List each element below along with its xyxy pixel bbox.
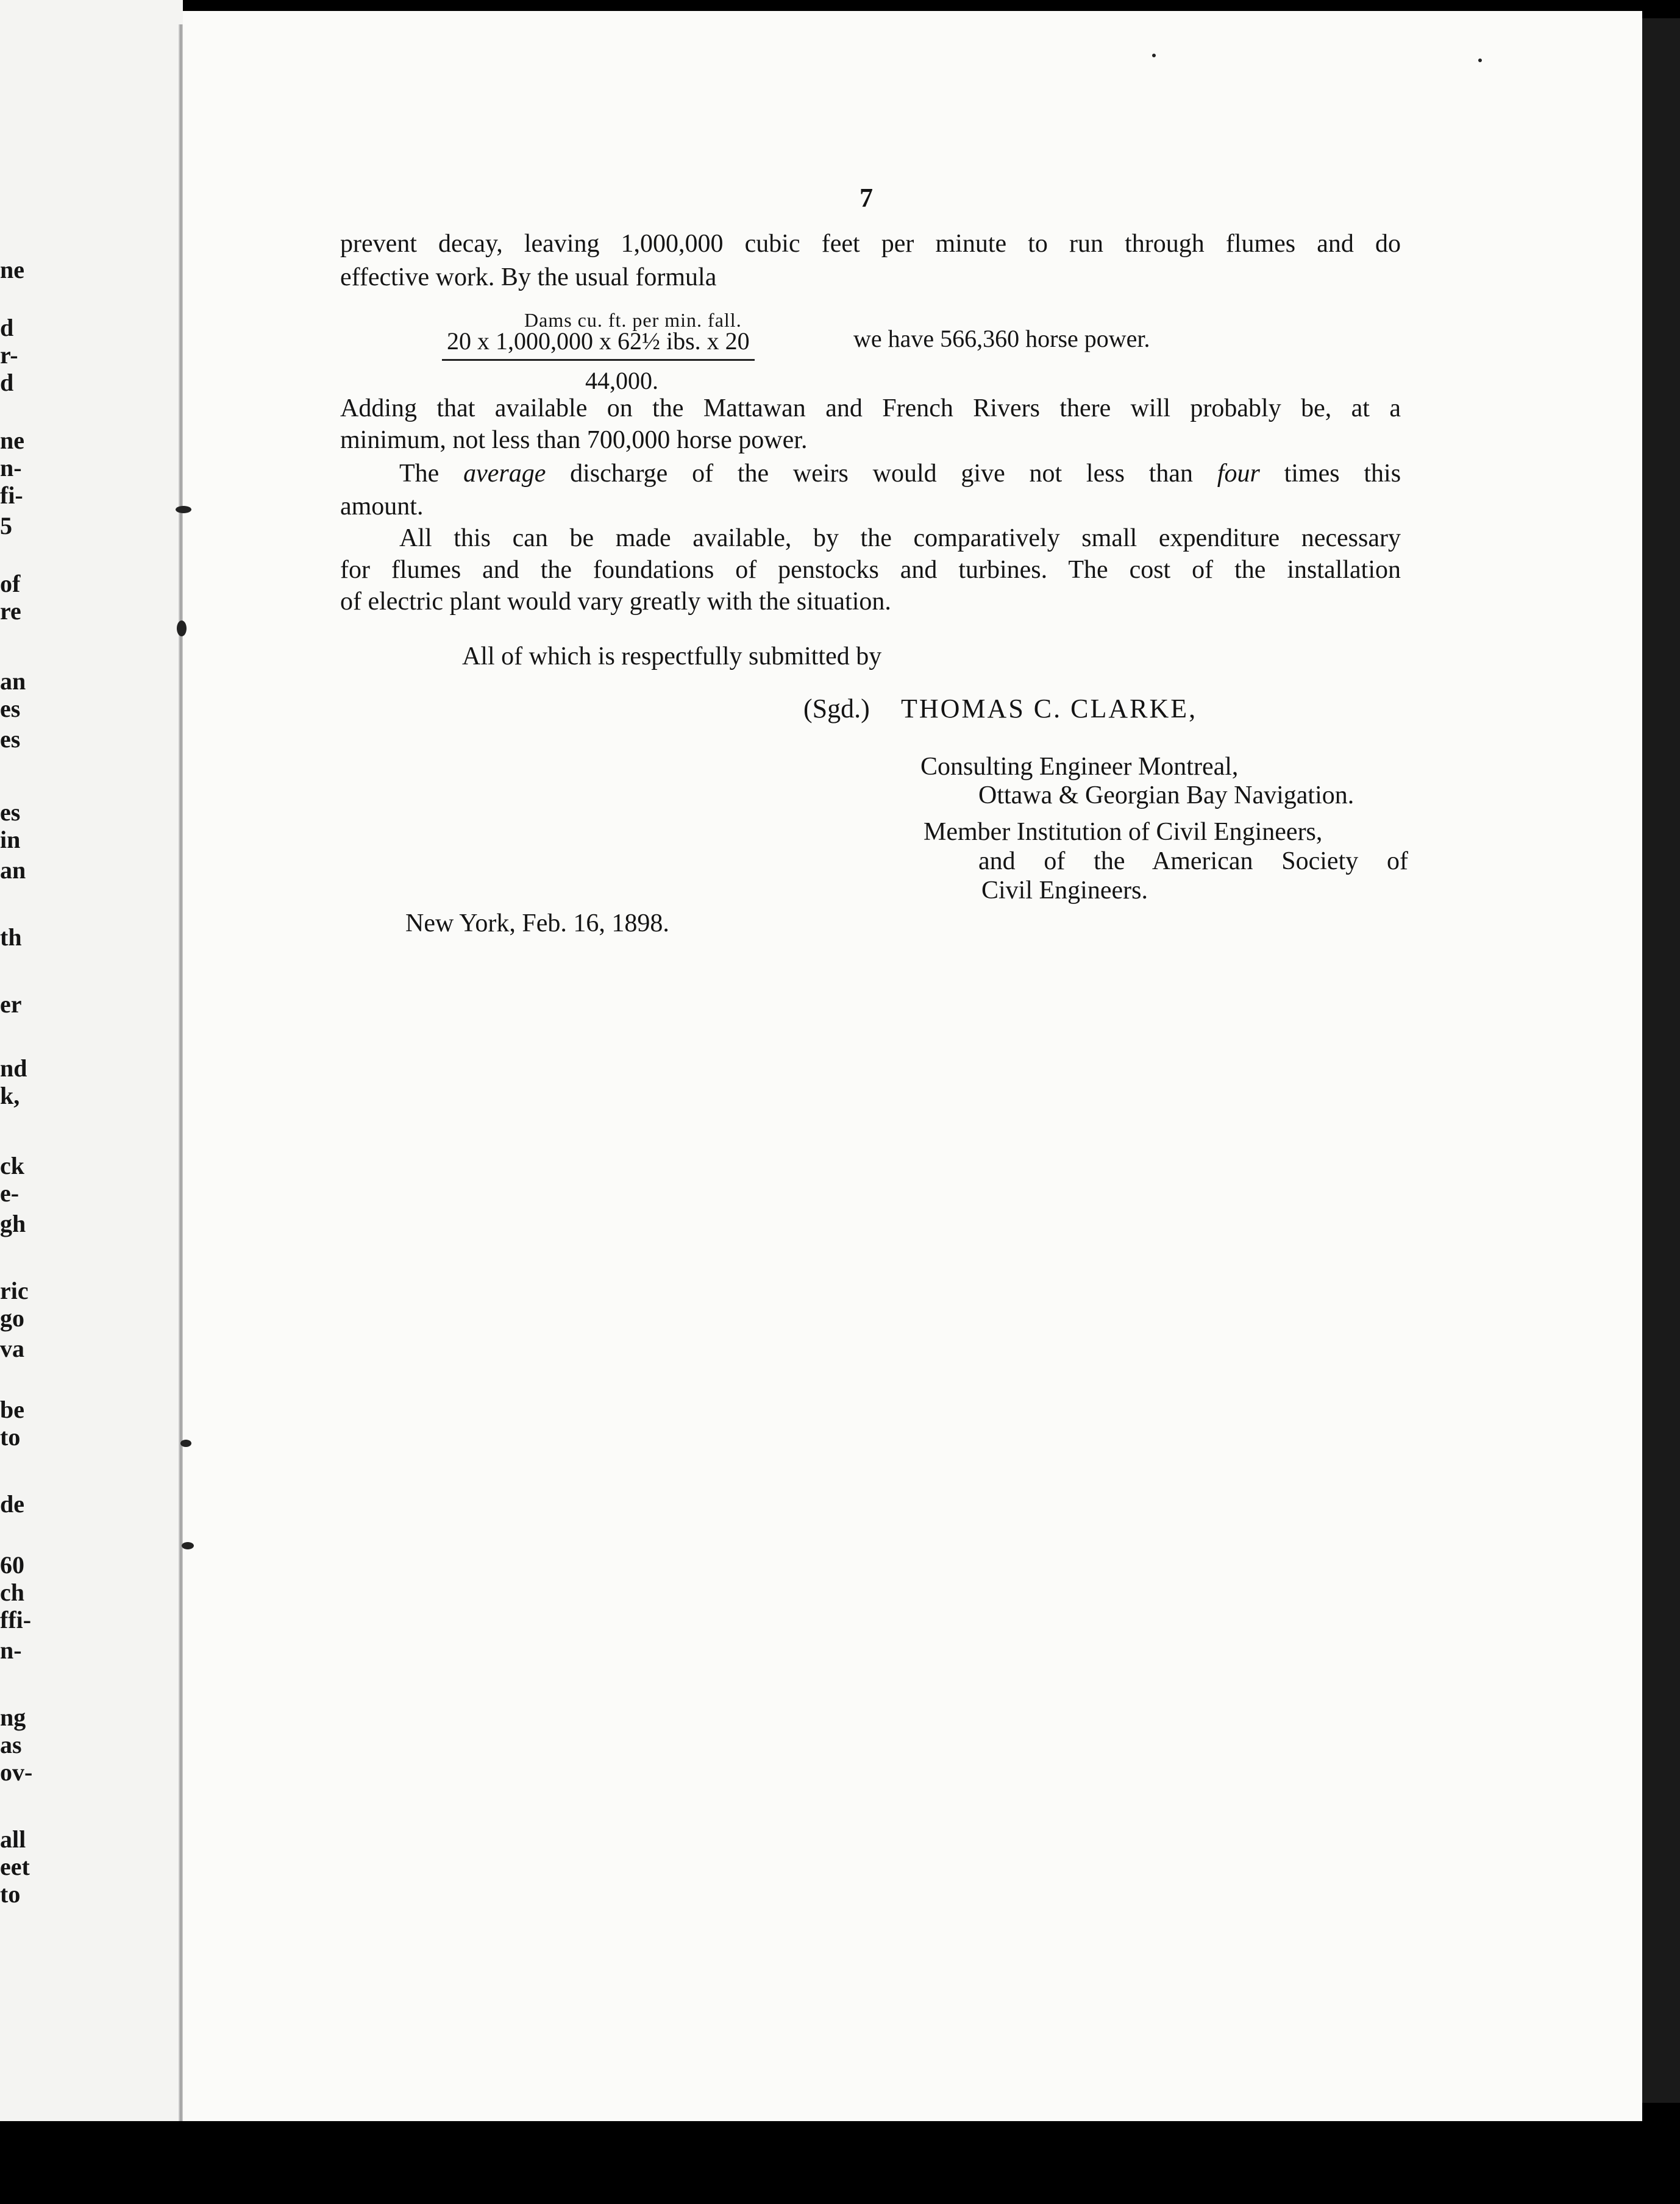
formula-numerator: 20 x 1,000,000 x 62½ ibs. x 20 bbox=[442, 326, 755, 361]
facing-page-fragment: of bbox=[0, 570, 21, 597]
formula-result: we have 566,360 horse power. bbox=[853, 325, 1150, 352]
scan-speck bbox=[182, 1542, 194, 1549]
paragraph-3-pre: The bbox=[399, 460, 440, 488]
facing-page-fragment: be bbox=[0, 1396, 24, 1423]
scan-border bbox=[1642, 18, 1680, 2103]
formula-denominator: 44,000. bbox=[585, 367, 658, 394]
signature-name: THOMAS C. CLARKE, bbox=[901, 694, 1198, 723]
closing-line: All of which is respectfully submitted by bbox=[462, 642, 882, 670]
signature-member-line-3: Civil Engineers. bbox=[981, 876, 1148, 905]
facing-page-fragment: ne bbox=[0, 256, 24, 283]
paragraph-3-mid: discharge of the weirs would give not less than bbox=[570, 460, 1194, 488]
facing-page-fragment: ov- bbox=[0, 1758, 33, 1786]
facing-page-fragment: ne bbox=[0, 427, 24, 454]
scan-speck bbox=[177, 620, 187, 636]
facing-page-fragment: an bbox=[0, 856, 26, 884]
facing-page-fragment: re bbox=[0, 597, 21, 625]
signature-title-line-2: Ottawa & Georgian Bay Navigation. bbox=[978, 781, 1354, 809]
facing-page-fragment: ric bbox=[0, 1277, 29, 1304]
paragraph-2-line-2: minimum, not less than 700,000 horse power. bbox=[340, 426, 808, 454]
scan-speck bbox=[1152, 54, 1156, 57]
signature-title-line-1: Consulting Engineer Montreal, bbox=[920, 753, 1239, 781]
scan-speck bbox=[180, 1440, 191, 1447]
facing-page-fragment: es bbox=[0, 798, 21, 826]
facing-page-fragment: eet bbox=[0, 1853, 30, 1880]
paragraph-3-line-1 bbox=[399, 458, 1401, 489]
facing-page-fragment: r- bbox=[0, 341, 18, 369]
scan-speck bbox=[1478, 59, 1482, 62]
paragraph-2-line-1: Adding that available on the Mattawan and French Rivers there will probably be, at a bbox=[340, 394, 1401, 422]
signature-member-line-2: and of the American Society of bbox=[978, 847, 1408, 875]
facing-page-fragment: ck bbox=[0, 1152, 24, 1179]
facing-page-fragment: gh bbox=[0, 1210, 26, 1237]
facing-page-fragment: 60 bbox=[0, 1551, 24, 1579]
facing-page-fragment: ch bbox=[0, 1579, 24, 1606]
facing-page-fragment: e- bbox=[0, 1179, 20, 1207]
facing-page-fragment: er bbox=[0, 990, 22, 1018]
facing-page-fragment: th bbox=[0, 923, 22, 951]
facing-page-fragment: n- bbox=[0, 1637, 22, 1664]
paragraph-3-emphasis-average: average bbox=[463, 460, 546, 488]
facing-page-fragment: an bbox=[0, 667, 26, 695]
page-number: 7 bbox=[860, 183, 873, 213]
scan-speck bbox=[176, 506, 191, 513]
facing-page-fragment: ffi- bbox=[0, 1606, 32, 1633]
paragraph-1-line-1: prevent decay, leaving 1,000,000 cubic feet per minute to run through flumes and do bbox=[340, 230, 1401, 258]
paragraph-1-line-2: effective work. By the usual formula bbox=[340, 263, 717, 291]
facing-page-fragment: va bbox=[0, 1335, 24, 1362]
facing-page-fragment: to bbox=[0, 1880, 21, 1908]
paragraph-3-line-2: amount. bbox=[340, 492, 424, 521]
facing-page-fragment: fi- bbox=[0, 482, 23, 509]
facing-page-fragment: de bbox=[0, 1490, 24, 1518]
formula-labels: Dams cu. ft. per min. fall. bbox=[524, 309, 742, 331]
paragraph-3-emphasis-four: four bbox=[1217, 460, 1260, 488]
facing-page-fragment: ng bbox=[0, 1704, 26, 1731]
paragraph-3-post: times this bbox=[1284, 460, 1401, 488]
facing-page-fragment: all bbox=[0, 1825, 26, 1853]
signature-member-line-1: Member Institution of Civil Engineers, bbox=[924, 818, 1323, 846]
signature-sgd: (Sgd.) bbox=[803, 694, 870, 723]
paragraph-4-line-2: for flumes and the foundations of penstocks and turbines. The cost of the installation bbox=[340, 556, 1401, 584]
paragraph-4-line-3: of electric plant would vary greatly with the situation. bbox=[340, 588, 891, 616]
facing-page-fragment: in bbox=[0, 826, 21, 853]
facing-page-fragment: to bbox=[0, 1423, 21, 1451]
date-line: New York, Feb. 16, 1898. bbox=[405, 909, 669, 937]
facing-page-fragment: nd bbox=[0, 1054, 27, 1082]
facing-page-fragment: k, bbox=[0, 1082, 20, 1109]
facing-page-fragment: d bbox=[0, 314, 14, 341]
facing-page-fragment: d bbox=[0, 369, 14, 396]
facing-page-fragment: es bbox=[0, 695, 21, 722]
facing-page-edge bbox=[0, 0, 183, 2121]
facing-page-fragment: 5 bbox=[0, 512, 12, 539]
facing-page-fragment: as bbox=[0, 1731, 22, 1758]
facing-page-fragment: n- bbox=[0, 454, 22, 482]
facing-page-fragment: es bbox=[0, 725, 21, 753]
paragraph-4-line-1: All this can be made available, by the comparatively small expenditure necessary bbox=[399, 524, 1401, 552]
facing-page-fragment: go bbox=[0, 1304, 24, 1332]
